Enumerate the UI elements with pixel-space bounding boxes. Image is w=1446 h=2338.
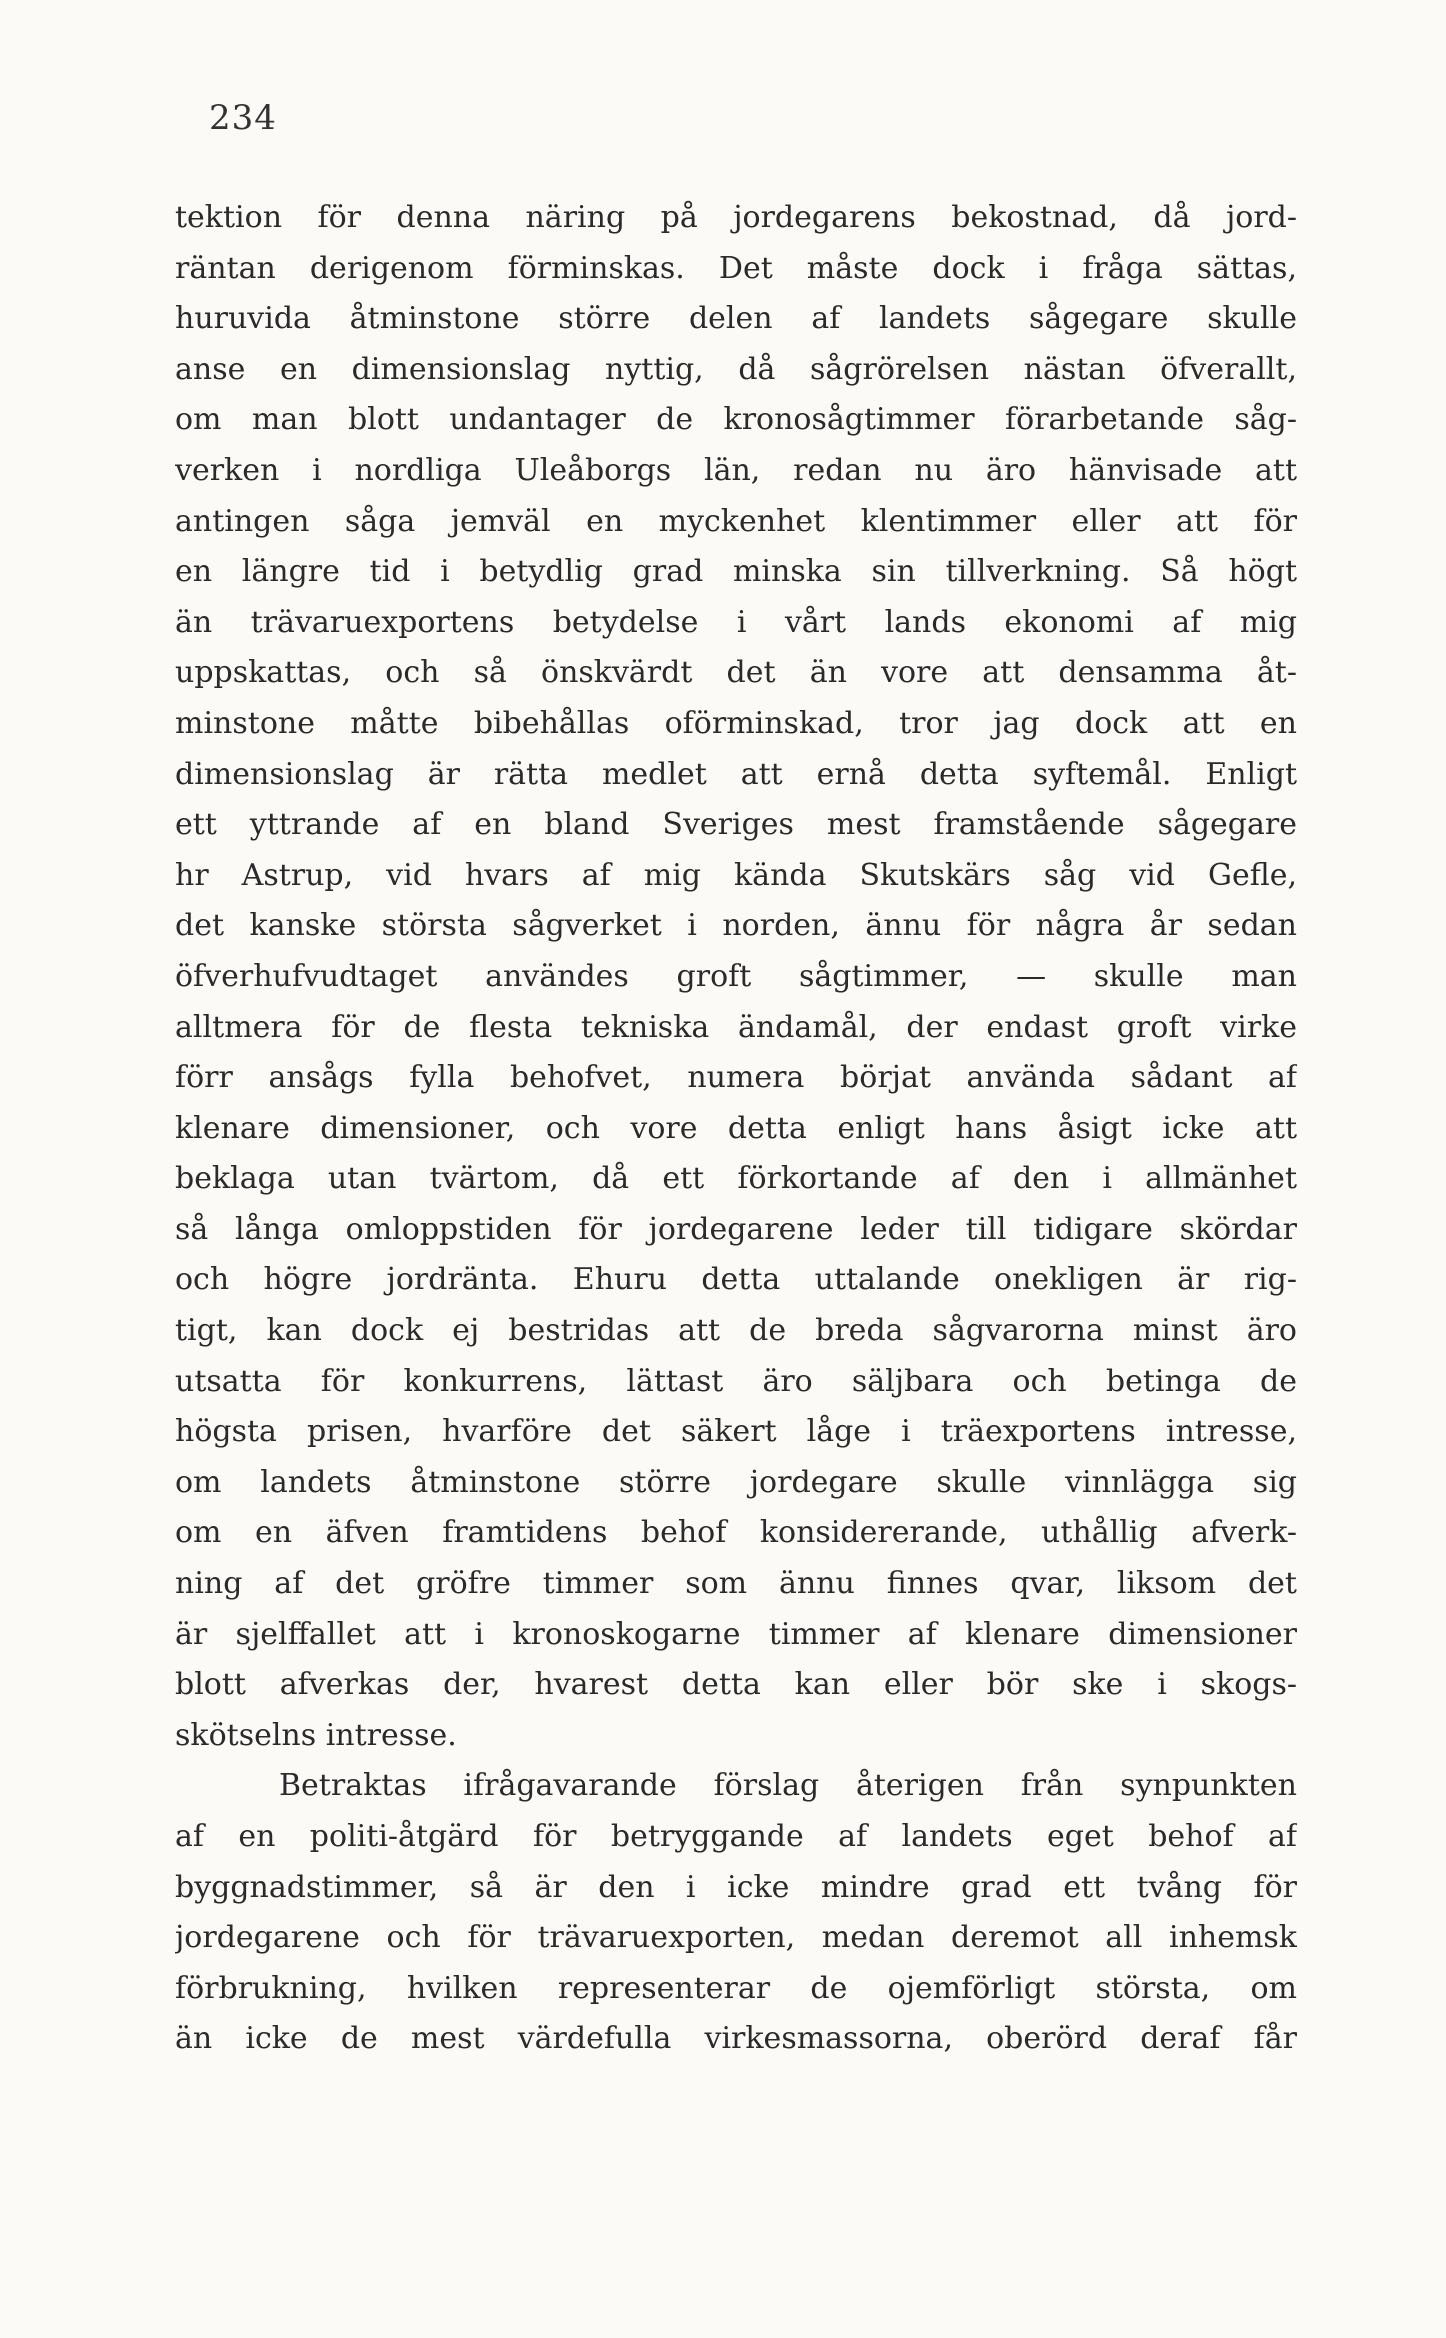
paragraph-start-line: Betraktas ifrågavarande förslag återigen från synpunkten bbox=[279, 1768, 1297, 1804]
text-line: är sjelffallet att i kronoskogarne timmer af klenare dimensioner bbox=[175, 1616, 1297, 1652]
text-line: räntan derigenom förminskas. Det måste dock i fråga sättas, bbox=[175, 250, 1297, 286]
text-line: uppskattas, och så önskvärdt det än vore att densamma åt- bbox=[175, 655, 1297, 691]
text-line: högsta prisen, hvarföre det säkert låge i träexportens intresse, bbox=[175, 1414, 1297, 1450]
text-line: anse en dimensionslag nyttig, då sågrörelsen nästan öfverallt, bbox=[175, 351, 1297, 387]
text-line: hr Astrup, vid hvars af mig kända Skutskärs såg vid Gefle, bbox=[175, 857, 1297, 893]
text-line: jordegarene och för trävaruexporten, medan deremot all inhemsk bbox=[175, 1920, 1297, 1956]
text-line: beklaga utan tvärtom, då ett förkortande af den i allmänhet bbox=[175, 1161, 1297, 1197]
text-line: antingen såga jemväl en myckenhet klentimmer eller att för bbox=[175, 503, 1297, 539]
text-line: klenare dimensioner, och vore detta enligt hans åsigt icke att bbox=[175, 1110, 1297, 1146]
text-line: alltmera för de flesta tekniska ändamål, der endast groft virke bbox=[175, 1009, 1297, 1045]
text-line: det kanske största sågverket i norden, ännu för några år sedan bbox=[175, 908, 1297, 944]
text-line: så långa omloppstiden för jordegarene leder till tidigare skördar bbox=[175, 1211, 1297, 1247]
text-line: förbrukning, hvilken representerar de ojemförligt största, om bbox=[175, 1970, 1297, 2006]
text-line: af en politi-åtgärd för betryggande af landets eget behof af bbox=[175, 1819, 1297, 1854]
text-line: tektion för denna näring på jordegarens bekostnad, då jord- bbox=[175, 200, 1297, 235]
text-line: och högre jordränta. Ehuru detta uttalande onekligen är rig- bbox=[175, 1262, 1297, 1298]
text-line: dimensionslag är rätta medlet att ernå detta syftemål. Enligt bbox=[175, 756, 1297, 792]
text-line: verken i nordliga Uleåborgs län, redan nu äro hänvisade att bbox=[175, 452, 1297, 488]
text-line: huruvida åtminstone större delen af landets sågegare skulle bbox=[175, 301, 1297, 337]
text-line: än trävaruexportens betydelse i vårt lands ekonomi af mig bbox=[175, 604, 1297, 640]
text-line: än icke de mest värdefulla virkesmassorna, oberörd deraf får bbox=[175, 2021, 1297, 2057]
text-line: om en äfven framtidens behof konsidererande, uthållig afverk- bbox=[175, 1515, 1297, 1551]
text-line: förr ansågs fylla behofvet, numera börjat använda sådant af bbox=[175, 1060, 1297, 1096]
text-line: ning af det gröfre timmer som ännu finnes qvar, liksom det bbox=[175, 1566, 1297, 1602]
text-line: blott afverkas der, hvarest detta kan eller bör ske i skogs- bbox=[175, 1667, 1297, 1703]
page-number: 234 bbox=[209, 98, 277, 138]
text-line: om man blott undantager de kronosågtimmer förarbetande såg- bbox=[175, 402, 1297, 438]
paragraph-end-line: skötselns intresse. bbox=[175, 1717, 457, 1753]
text-line: en längre tid i betydlig grad minska sin tillverkning. Så högt bbox=[175, 554, 1297, 590]
body-text bbox=[175, 193, 1297, 2065]
text-line: tigt, kan dock ej bestridas att de breda sågvarorna minst äro bbox=[175, 1313, 1297, 1349]
text-line: öfverhufvudtaget användes groft sågtimmer, — skulle man bbox=[175, 958, 1297, 994]
text-line: byggnadstimmer, så är den i icke mindre grad ett tvång för bbox=[175, 1869, 1297, 1905]
text-line: om landets åtminstone större jordegare skulle vinnlägga sig bbox=[175, 1464, 1297, 1500]
text-line: utsatta för konkurrens, lättast äro säljbara och betinga de bbox=[175, 1363, 1297, 1399]
text-line: ett yttrande af en bland Sveriges mest framstående sågegare bbox=[175, 807, 1297, 843]
text-line: minstone måtte bibehållas oförminskad, tror jag dock att en bbox=[175, 705, 1297, 741]
